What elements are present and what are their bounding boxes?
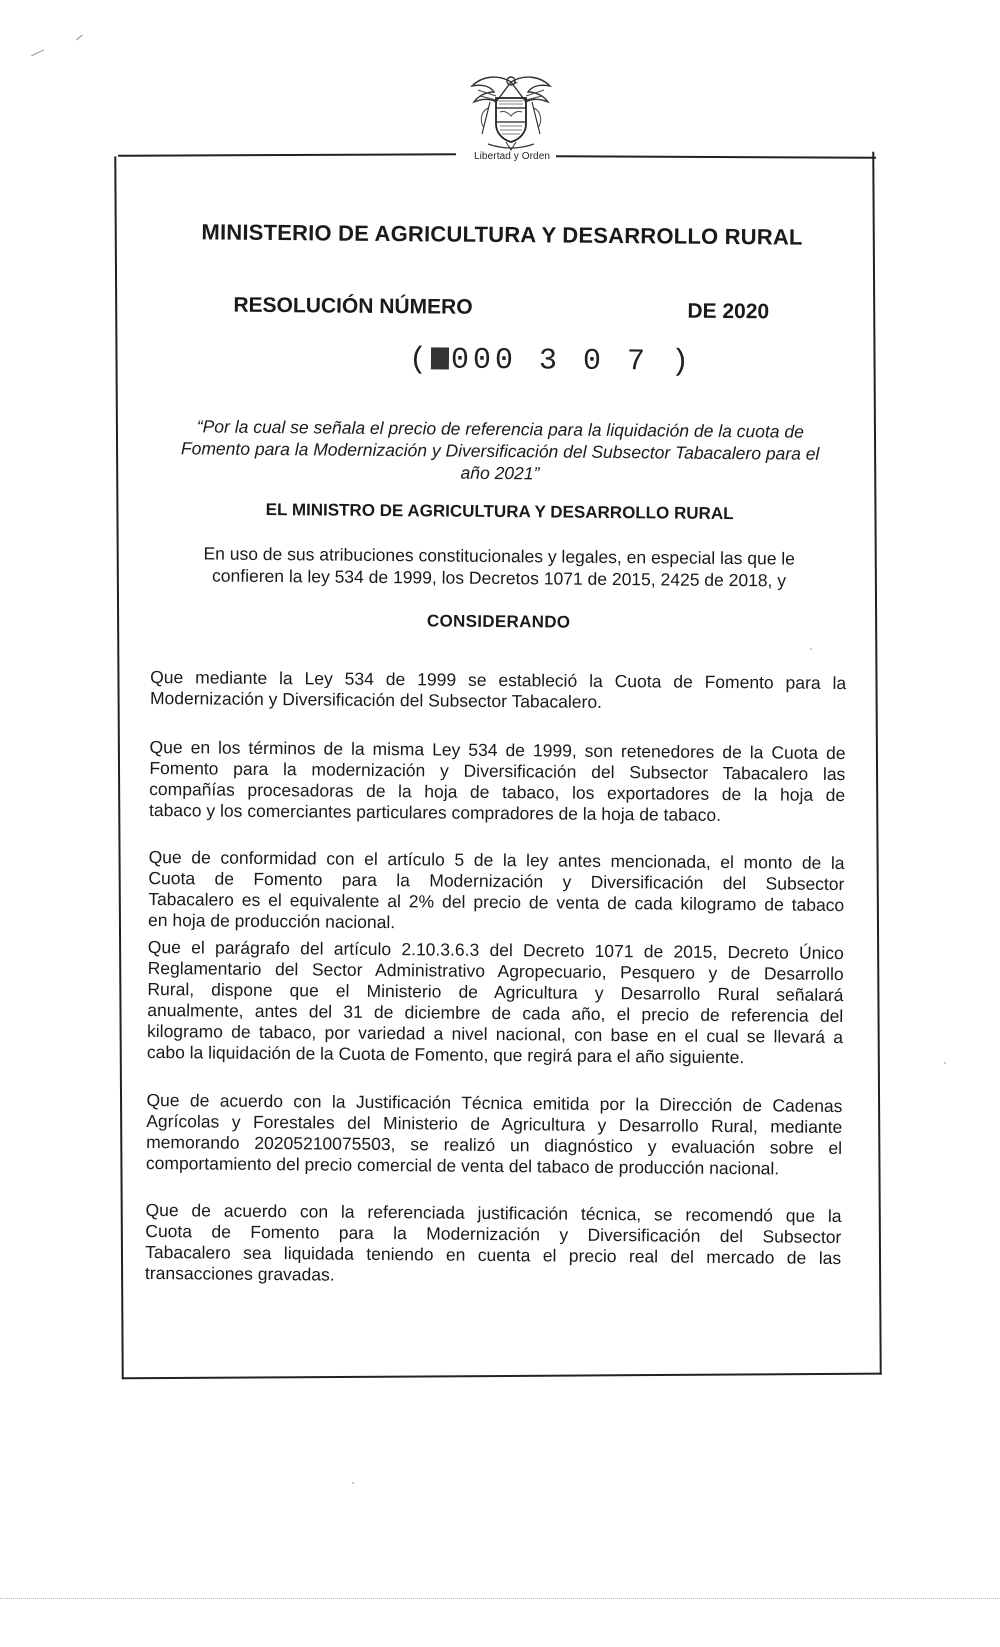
paragraph-line: Cuota de Fomento para la Modernización y Diversificación del Subsector: [148, 867, 845, 895]
paragraph-line: transacciones gravadas.: [144, 1262, 335, 1285]
title-line: Fomento para la Modernización y Diversificación del Subsector Tabacalero para el: [180, 438, 820, 464]
paragraph-line: Que mediante la Ley 534 de 1999 se estableció la Cuota de Fomento para la: [150, 666, 847, 694]
paragraph-line: memorando 20205210075503, se realizó un diagnóstico y evaluación sobre el: [146, 1131, 843, 1159]
paragraph: [147, 937, 844, 1069]
usage-line: En uso de sus atribuciones constitucionales y legales, en especial las que le: [203, 543, 796, 569]
paragraph-line: Tabacalero es el equivalente al 2% del precio de venta de cada kilogramo de tabaco: [148, 888, 845, 916]
scan-mark: [76, 34, 88, 46]
paragraph-line: en hoja de producción nacional.: [147, 909, 396, 933]
minister-heading: EL MINISTRO DE AGRICULTURA Y DESARROLLO RURAL: [265, 499, 734, 524]
paragraph-line: Que de conformidad con el artículo 5 de la ley antes mencionada, el monto de la: [148, 846, 845, 874]
paragraph-line: Reglamentario del Sector Administrativo Agropecuario, Pesquero y de Desarrollo: [147, 957, 844, 985]
colombia-coat-of-arms-icon: [468, 72, 554, 154]
paragraph-line: kilogramo de tabaco, por variedad a nivel nacional, con base en el cual se llevará a: [147, 1020, 844, 1048]
paragraph: [150, 667, 846, 715]
usage-line: confieren la ley 534 de 1999, los Decretos 1071 de 2015, 2425 de 2018, y: [211, 565, 787, 591]
paragraph-line: Que el parágrafo del artículo 2.10.3.6.3 del Decreto 1071 de 2015, Decreto Único: [147, 936, 844, 964]
paragraph: [145, 1200, 842, 1290]
paragraph-line: Tabacalero sea liquidada teniendo en cuenta el precio real del mercado de las: [145, 1241, 842, 1269]
paragraph-line: tabaco y los comerciantes particulares compradores de la hoja de tabaco.: [148, 799, 722, 825]
ministry-heading: MINISTERIO DE AGRICULTURA Y DESARROLLO RURAL: [201, 219, 803, 250]
paragraph-line: Modernización y Diversificación del Subsector Tabacalero.: [149, 687, 603, 712]
emblem-motto: Libertad y Orden: [473, 151, 551, 162]
resolution-number: [409, 343, 693, 379]
usage-clause: [151, 542, 847, 592]
paragraph-line: Que en los términos de la misma Ley 534 de 1999, son retenedores de la Cuota de: [149, 736, 846, 764]
resolution-number-value: 000 3 0 7: [450, 343, 650, 380]
paragraph: [149, 737, 846, 827]
resolution-label: RESOLUCIÓN NÚMERO: [233, 293, 473, 319]
paragraph-line: Rural, dispone que el Ministerio de Agricultura y Desarrollo Rural señalará: [147, 978, 844, 1006]
paragraph-line: anualmente, antes del 31 de diciembre de cada año, el precio de referencia del: [147, 999, 844, 1027]
paragraph: [146, 1090, 843, 1180]
paragraph: [148, 847, 845, 937]
paragraph-line: Que de acuerdo con la Justificación Técnica emitida por la Dirección de Cadenas: [146, 1089, 843, 1117]
scan-mark: [31, 49, 47, 61]
resolution-year: DE 2020: [687, 299, 770, 324]
scan-speck: [810, 648, 812, 650]
scan-speck: [944, 1062, 946, 1064]
paragraph-line: Que de acuerdo con la referenciada justificación técnica, se recomendó que la: [145, 1199, 842, 1227]
paragraph-line: cabo la liquidación de la Cuota de Fomento, que regirá para el año siguiente.: [146, 1041, 745, 1068]
scan-edge-line: [0, 1598, 1000, 1599]
scan-speck: [352, 1482, 354, 1484]
paragraph-line: comportamiento del precio comercial de venta del tabaco de producción nacional.: [145, 1152, 780, 1179]
resolution-number-close: ): [670, 345, 694, 380]
resolution-number-open: (: [408, 343, 432, 378]
paragraph-line: Cuota de Fomento para la Modernización y Diversificación del Subsector: [145, 1220, 842, 1248]
paragraph-line: compañías procesadoras de la hoja de tabaco, los exportadores de la hoja de: [149, 778, 846, 806]
resolution-title: [152, 415, 849, 487]
stamp-mark: [431, 347, 449, 369]
title-line: año 2021”: [460, 462, 540, 484]
paragraph-line: Agrícolas y Forestales del Ministerio de Agricultura y Desarrollo Rural, mediante: [146, 1110, 843, 1138]
considerando-heading: CONSIDERANDO: [426, 611, 571, 632]
paragraph-line: Fomento para la modernización y Diversificación del Subsector Tabacalero las: [149, 757, 846, 785]
title-line: “Por la cual se señala el precio de referencia para la liquidación de la cuota de: [196, 416, 804, 442]
